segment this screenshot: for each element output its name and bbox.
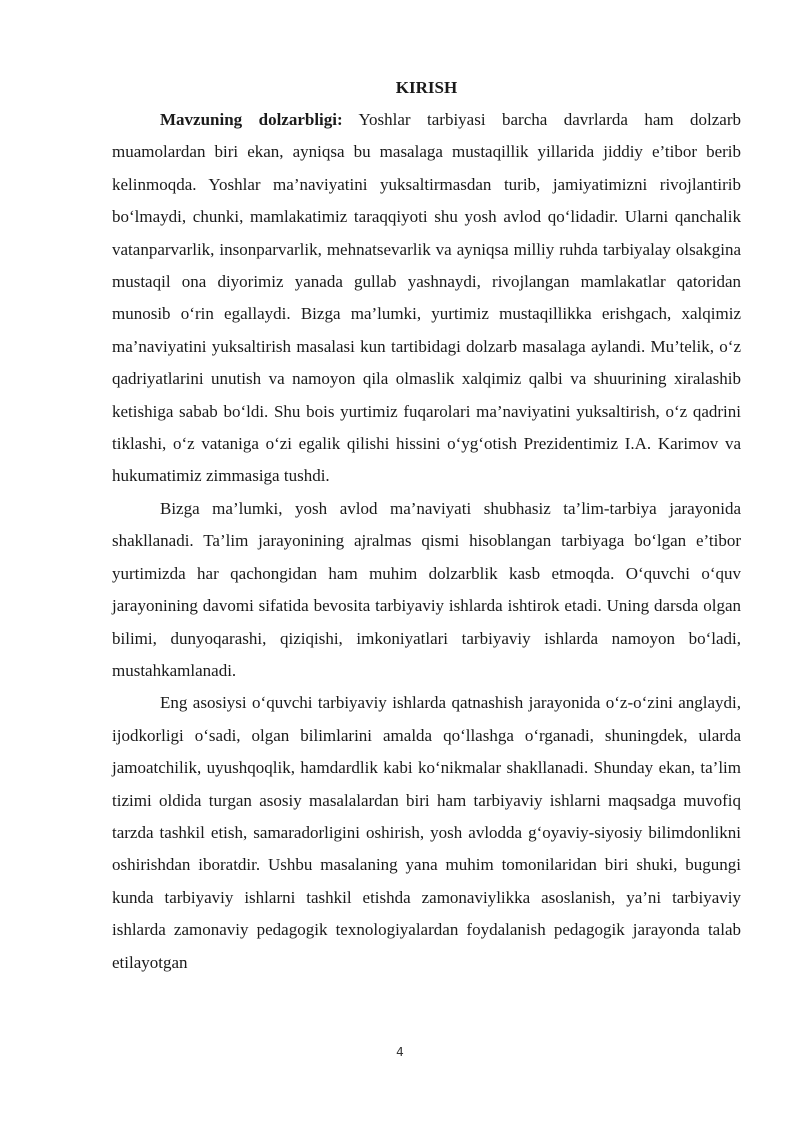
paragraph-third (112, 687, 741, 979)
paragraph-lead: Mavzuning dolzarbligi: (160, 110, 343, 129)
paragraph-second (112, 493, 741, 687)
page-number: 4 (396, 1045, 404, 1059)
page-content (112, 74, 741, 979)
paragraph-text: Bizga ma’lumki, yosh avlod ma’naviyati shubhasiz ta’lim-tarbiya jarayonida shakllanadi. Ta’lim jarayonining ajralmas qismi hisoblangan tarbiyaga bo‘lgan e’tibor yurtimizda har qachongidan ham muhim dolzarblik kasb etmoqda. O‘quvchi o‘quv jarayonining davomi sifatida bevosita tarbiyaviy ishlarda ishtirok etadi. Uning darsda olgan bilimi, dunyoqarashi, qiziqishi, imkoniyatlari tarbiyaviy ishlarda namoyon bo‘ladi, mustahkamlanadi. (112, 498, 741, 680)
paragraph-relevance (112, 104, 741, 493)
section-heading: KIRISH (395, 78, 458, 97)
paragraph-text: Yoshlar tarbiyasi barcha davrlarda ham dolzarb muamolardan biri ekan, ayniqsa bu masalaga mustaqillik yillarida jiddiy e’tibor berib kelinmoqda. Yoshlar ma’naviyatini yuksaltirmasdan turib, jamiyatimizni rivojlantirib bo‘lmaydi, chunki, mamlakatimiz taraqqiyoti shu yosh avlod qo‘lidadir. Ularni qanchalik vatanparvarlik, insonparvarlik, mehnatsevarlik va ayniqsa milliy ruhda tarbiyalay olsakgina mustaqil ona diyorimiz yanada gullab yashnaydi, rivojlangan mamlakatlar qatoridan munosib o‘rin egallaydi. Bizga ma’lumki, yurtimiz mustaqillikka erishgach, xalqimiz ma’naviyatini yuksaltirish masalasi kun tartibidagi dolzarb masalaga aylandi. Mu’telik, o‘z qadriyatlarini unutish va namoyon qila olmaslik xalqimiz qalbi va shuurining xiralashib ketishiga sabab bo‘ldi. Shu bois yurtimiz fuqarolari ma’naviyatini yuksaltirish, o‘z qadrini tiklashi, o‘z vataniga o‘zi egalik qilishi hissini o‘yg‘otish Prezidentimiz I.A. Karimov va hukumatimiz zimmasiga tushdi. (112, 110, 742, 486)
paragraph-text: Eng asosiysi o‘quvchi tarbiyaviy ishlarda qatnashish jarayonida o‘z-o‘zini anglaydi, ijodkorligi o‘sadi, olgan bilimlarini amalda qo‘llashga o‘rganadi, shuningdek, ularda jamoatchilik, uyushqoqlik, hamdardlik kabi ko‘nikmalar shakllanadi. Shunday ekan, ta’lim tizimi oldida turgan asosiy masalalardan biri ham tarbiyaviy ishlarni maqsadga muvofiq tarzda tashkil etish, samaradorligini oshirish, yosh avlodda g‘oyaviy-siyosiy bilimdonlikni oshirishdan iboratdir. Ushbu masalaning yana muhim tomonilaridan biri shuki, bugungi kunda tarbiyaviy ishlarni tashkil etishda zamonaviylikka asoslanish, ya’ni tarbiyaviy ishlarda zamonaviy pedagogik texnologiyalardan foydalanish pedagogik jarayonda talab etilayotgan (112, 693, 741, 972)
